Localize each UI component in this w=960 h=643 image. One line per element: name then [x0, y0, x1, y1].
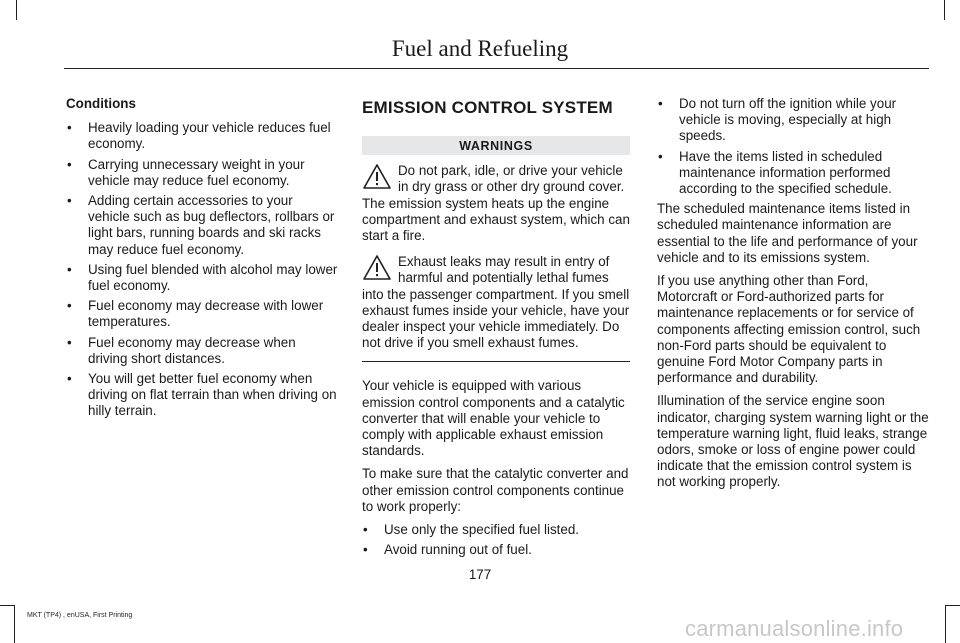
- warning-block: [362, 163, 630, 244]
- list-item: • Fuel economy may decrease when driving short distances.: [66, 335, 338, 367]
- list-item: • Adding certain accessories to your vehicle such as bug deflectors, rollbars or light bars, running boards and ski racks may reduce fuel economy.: [66, 193, 338, 258]
- paragraph: Illumination of the service engine soon indicator, charging system warning light or the temperature warning light, fluid leaks, strange odors, smoke or loss of engine power could indicate that the emission control system is not working properly.: [657, 393, 929, 490]
- header-rule: [64, 68, 929, 69]
- emission-list: [362, 522, 630, 558]
- warning-text: Do not park, idle, or drive your vehicle in dry grass or other dry ground cover. The emission system heats up the engine compartment and exhaust system, which can start a fire.: [362, 163, 630, 244]
- conditions-list: [66, 120, 338, 419]
- list-item: • Have the items listed in scheduled maintenance information performed according to the specified schedule.: [657, 149, 929, 198]
- crop-mark-bottom-left-h: [0, 605, 14, 606]
- paragraph: To make sure that the catalytic converter and other emission control components continue to work properly:: [362, 466, 629, 514]
- crop-mark-top-left-v: [16, 0, 17, 20]
- list-item: • Using fuel blended with alcohol may lower fuel economy.: [66, 262, 338, 294]
- warning-text: Exhaust leaks may result in entry of harmful and potentially lethal fumes into the passenger compartment. If you smell exhaust fumes inside your vehicle, have your dealer inspect your vehicle immediately. Do not drive if you smell exhaust fumes.: [362, 254, 630, 351]
- warning-block: [362, 254, 630, 351]
- crop-mark-bottom-right-v: [945, 605, 946, 643]
- list-item: • Use only the specified fuel listed.: [362, 522, 630, 538]
- maintenance-list: [657, 96, 929, 197]
- page-number: 177: [468, 567, 492, 582]
- list-item: • You will get better fuel economy when driving on flat terrain than when driving on hilly terrain.: [66, 371, 338, 420]
- conditions-heading: Conditions: [66, 96, 136, 111]
- warning-triangle-icon: [362, 254, 392, 282]
- edition-footer: MKT (TP4) , enUSA, First Printing: [27, 612, 133, 619]
- watermark: carmanualsonline.info: [685, 616, 904, 641]
- crop-mark-bottom-right-h: [946, 605, 960, 606]
- list-item: • Avoid running out of fuel.: [362, 542, 630, 558]
- paragraph: Your vehicle is equipped with various emission control components and a catalytic converter that will enable your vehicle to comply with applicable exhaust emission standards.: [362, 378, 625, 459]
- paragraph: The scheduled maintenance items listed in scheduled maintenance information are essential to the life and performance of your vehicle and to its emissions system.: [657, 201, 918, 265]
- list-item: • Do not turn off the ignition while your vehicle is moving, especially at high speeds.: [657, 96, 929, 145]
- paragraph: If you use anything other than Ford, Motorcraft or Ford-authorized parts for maintenance replacements or for service of components affecting emission control, such non-Ford parts should be equivalent to genuine Ford Motor Company parts in performance and durability.: [657, 273, 921, 386]
- crop-mark-top-right-v: [944, 0, 945, 20]
- list-item: • Carrying unnecessary weight in your vehicle may reduce fuel economy.: [66, 157, 338, 189]
- section-title: EMISSION CONTROL SYSTEM: [362, 98, 613, 117]
- crop-mark-bottom-left-v: [14, 605, 15, 643]
- column-emission: [362, 96, 630, 562]
- column-maintenance: [657, 96, 929, 498]
- column-conditions: [66, 96, 338, 424]
- list-item: • Fuel economy may decrease with lower temperatures.: [66, 298, 338, 330]
- list-item: • Heavily loading your vehicle reduces fuel economy.: [66, 120, 338, 152]
- warning-triangle-icon: [362, 163, 392, 191]
- page-title: Fuel and Refueling: [391, 36, 569, 61]
- warnings-bar: WARNINGS: [362, 136, 630, 155]
